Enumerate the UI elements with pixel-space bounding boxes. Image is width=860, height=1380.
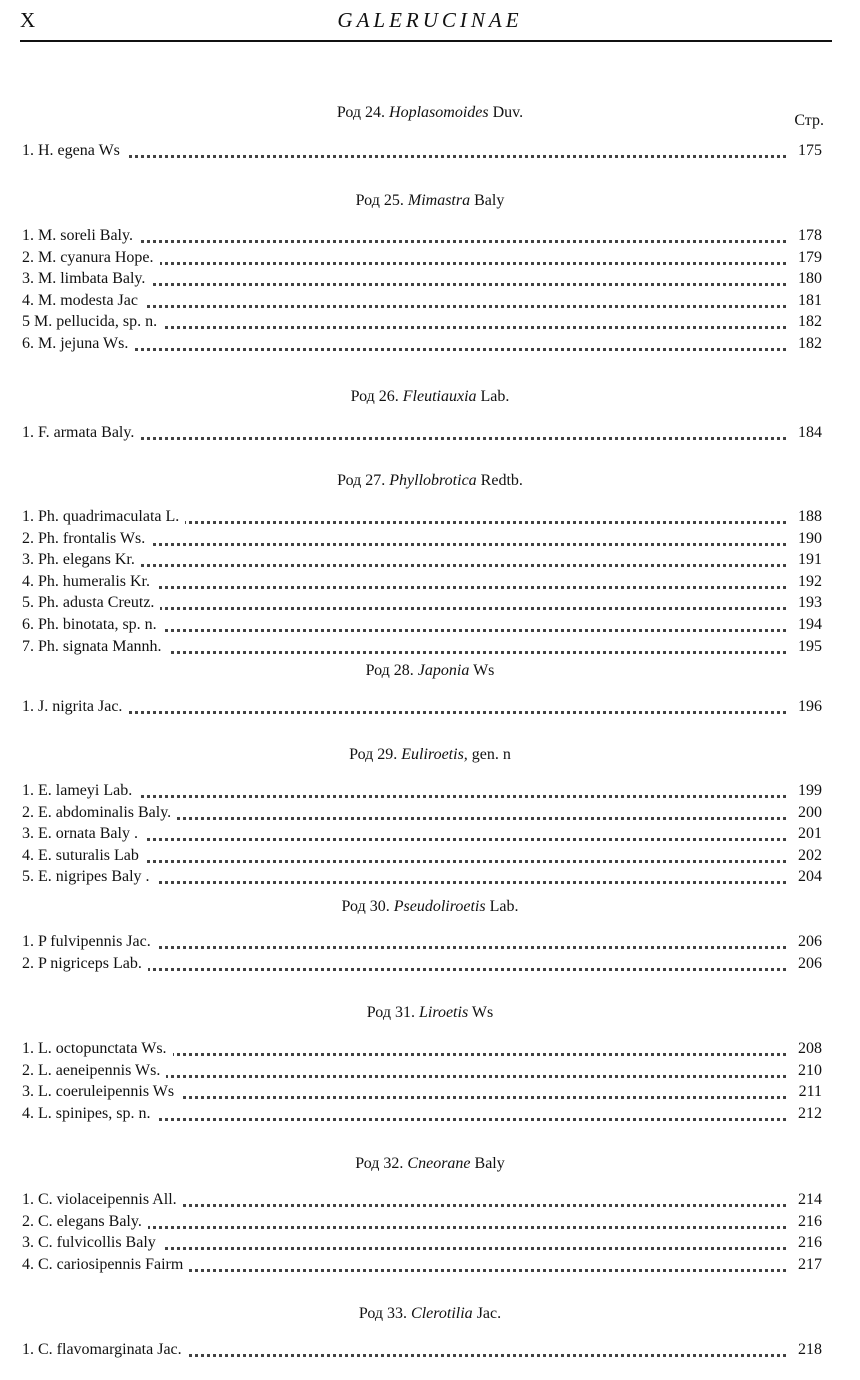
page-number: 214 — [786, 1191, 822, 1209]
species-entry — [22, 313, 822, 335]
page-number: 206 — [786, 955, 822, 973]
species-name: 5. E. nigripes Baly . — [22, 868, 156, 886]
species-entry — [22, 530, 822, 552]
species-entry — [22, 508, 822, 530]
genus-author: Ws — [473, 662, 495, 679]
species-name: 1. C. flavomarginata Jac. — [22, 1341, 188, 1359]
page-number: 178 — [786, 227, 822, 245]
genus-name: Clerotilia — [411, 1305, 473, 1322]
species-name: 5 M. pellucida, sp. n. — [22, 313, 163, 331]
page-number: 182 — [786, 335, 822, 353]
genus-heading — [0, 192, 860, 210]
genus-label: Род 30. — [341, 898, 390, 915]
species-name: 4. C. cariosipennis Fairm — [22, 1256, 189, 1274]
species-name: 3. C. fulvicollis Baly — [22, 1234, 162, 1252]
page-number: 180 — [786, 270, 822, 288]
species-entry — [22, 1040, 822, 1062]
species-entry — [22, 1234, 822, 1256]
genus-heading — [0, 1155, 860, 1173]
page-number: 212 — [786, 1105, 822, 1123]
species-name: 1. H. egena Ws — [22, 142, 126, 160]
page-number: 206 — [786, 933, 822, 951]
page-number: 193 — [786, 594, 822, 612]
page-number: 218 — [786, 1341, 822, 1359]
genus-author: Ws — [471, 1004, 494, 1021]
dot-leader — [22, 711, 786, 714]
species-entry — [22, 616, 822, 638]
species-entry — [22, 551, 822, 573]
page-number: 199 — [786, 782, 822, 800]
species-name: 5. Ph. adusta Creutz. — [22, 594, 160, 612]
page-number: 200 — [786, 804, 822, 822]
species-entry — [22, 270, 822, 292]
species-entry — [22, 292, 822, 314]
page-number: 211 — [786, 1083, 822, 1101]
genus-heading — [0, 388, 860, 406]
species-name: 1. J. nigrita Jac. — [22, 698, 128, 716]
species-name: 2. P nigriceps Lab. — [22, 955, 148, 973]
page-number: 190 — [786, 530, 822, 548]
species-name: 4. E. suturalis Lab — [22, 847, 145, 865]
genus-label: Род 29. — [349, 746, 398, 763]
species-name: 1. F. armata Baly. — [22, 424, 140, 442]
species-name: 1. Ph. quadrimaculata L. — [22, 508, 185, 526]
species-entry — [22, 847, 822, 869]
species-name: 1. L. octopunctata Ws. — [22, 1040, 173, 1058]
species-name: 3. L. coeruleipennis Ws — [22, 1083, 180, 1101]
genus-label: Род 24. — [336, 104, 386, 121]
page-number: 216 — [786, 1234, 822, 1252]
species-entry — [22, 1062, 822, 1084]
genus-name: Liroetis — [418, 1004, 469, 1021]
dot-leader — [22, 155, 786, 158]
page-number: 181 — [786, 292, 822, 310]
species-name: 3. E. ornata Baly . — [22, 825, 144, 843]
genus-heading — [0, 104, 860, 122]
page-number: 175 — [786, 142, 822, 160]
species-entry — [22, 424, 822, 446]
species-name: 1. C. violaceipennis All. — [22, 1191, 183, 1209]
genus-heading — [0, 746, 860, 764]
species-entry — [22, 933, 822, 955]
genus-label: Род 31. — [366, 1004, 415, 1021]
species-entry — [22, 955, 822, 977]
species-entry — [22, 1341, 822, 1363]
page-number: 182 — [786, 313, 822, 331]
species-entry — [22, 698, 822, 720]
species-entry — [22, 1105, 822, 1127]
species-entry — [22, 1256, 822, 1278]
dot-leader — [22, 348, 786, 351]
species-entry — [22, 142, 822, 164]
species-name: 4. L. spinipes, sp. n. — [22, 1105, 156, 1123]
genus-author: Baly — [474, 1155, 505, 1172]
genus-name: Mimastra — [407, 192, 471, 209]
page-number: 192 — [786, 573, 822, 591]
page-number: 217 — [786, 1256, 822, 1274]
genus-name: Phyllobrotica — [389, 472, 477, 489]
page-number: 196 — [786, 698, 822, 716]
genus-label: Род 28. — [365, 662, 414, 679]
page-number: 201 — [786, 825, 822, 843]
genus-author: Redtb. — [480, 472, 523, 489]
page-column-label: Стр. — [794, 112, 824, 129]
species-name: 6. Ph. binotata, sp. n. — [22, 616, 163, 634]
species-name: 1. M. soreli Baly. — [22, 227, 139, 245]
genus-name: Hoplasomoides — [389, 104, 489, 121]
page-number: 204 — [786, 868, 822, 886]
page-folio: X — [20, 8, 37, 32]
genus-name: Fleutiauxia — [402, 388, 477, 405]
species-name: 1. E. lameyi Lab. — [22, 782, 138, 800]
species-entry — [22, 573, 822, 595]
genus-author: Duv. — [492, 104, 524, 121]
species-entry — [22, 335, 822, 357]
genus-heading — [0, 662, 860, 680]
species-entry — [22, 825, 822, 847]
species-name: 7. Ph. signata Mannh. — [22, 638, 168, 656]
species-name: 1. P fulvipennis Jac. — [22, 933, 157, 951]
species-name: 2. M. cyanura Hope. — [22, 249, 160, 267]
species-entry — [22, 1191, 822, 1213]
running-title: GALERUCINAE — [337, 8, 523, 32]
genus-author: gen. n — [471, 746, 511, 763]
page-number: 195 — [786, 638, 822, 656]
page-number: 202 — [786, 847, 822, 865]
species-entry — [22, 868, 822, 890]
species-name: 2. E. abdominalis Baly. — [22, 804, 177, 822]
genus-label: Род 27. — [337, 472, 386, 489]
species-entry — [22, 1213, 822, 1235]
genus-name: Pseudoliroetis — [393, 898, 486, 915]
species-entry — [22, 249, 822, 271]
page-number: 179 — [786, 249, 822, 267]
genus-label: Род 25. — [355, 192, 404, 209]
genus-label: Род 33. — [358, 1305, 408, 1322]
page-number: 210 — [786, 1062, 822, 1080]
page-number: 194 — [786, 616, 822, 634]
page-number: 184 — [786, 424, 822, 442]
species-name: 6. M. jejuna Ws. — [22, 335, 134, 353]
genus-label: Род 32. — [355, 1155, 404, 1172]
genus-label: Род 26. — [350, 388, 399, 405]
species-entry — [22, 804, 822, 826]
genus-name: Cneorane — [407, 1155, 471, 1172]
species-entry — [22, 1083, 822, 1105]
species-name: 2. L. aeneipennis Ws. — [22, 1062, 166, 1080]
genus-heading — [0, 1004, 860, 1022]
page-number: 188 — [786, 508, 822, 526]
genus-heading — [0, 1305, 860, 1323]
page-number: 191 — [786, 551, 822, 569]
species-name: 4. Ph. humeralis Kr. — [22, 573, 156, 591]
genus-author: Lab. — [489, 898, 519, 915]
genus-author: Jac. — [476, 1305, 502, 1322]
genus-heading — [0, 472, 860, 490]
genus-author: Baly — [474, 192, 505, 209]
genus-name: Euliroetis, — [401, 746, 468, 763]
species-entry — [22, 782, 822, 804]
species-entry — [22, 227, 822, 249]
genus-author: Lab. — [480, 388, 510, 405]
genus-heading — [0, 898, 860, 916]
species-name: 3. Ph. elegans Kr. — [22, 551, 141, 569]
header-rule — [20, 40, 832, 42]
species-name: 3. M. limbata Baly. — [22, 270, 151, 288]
species-name: 4. M. modesta Jac — [22, 292, 144, 310]
page-number: 216 — [786, 1213, 822, 1231]
species-name: 2. C. elegans Baly. — [22, 1213, 148, 1231]
species-name: 2. Ph. frontalis Ws. — [22, 530, 151, 548]
species-entry — [22, 594, 822, 616]
page-number: 208 — [786, 1040, 822, 1058]
species-entry — [22, 638, 822, 660]
genus-name: Japonia — [417, 662, 470, 679]
